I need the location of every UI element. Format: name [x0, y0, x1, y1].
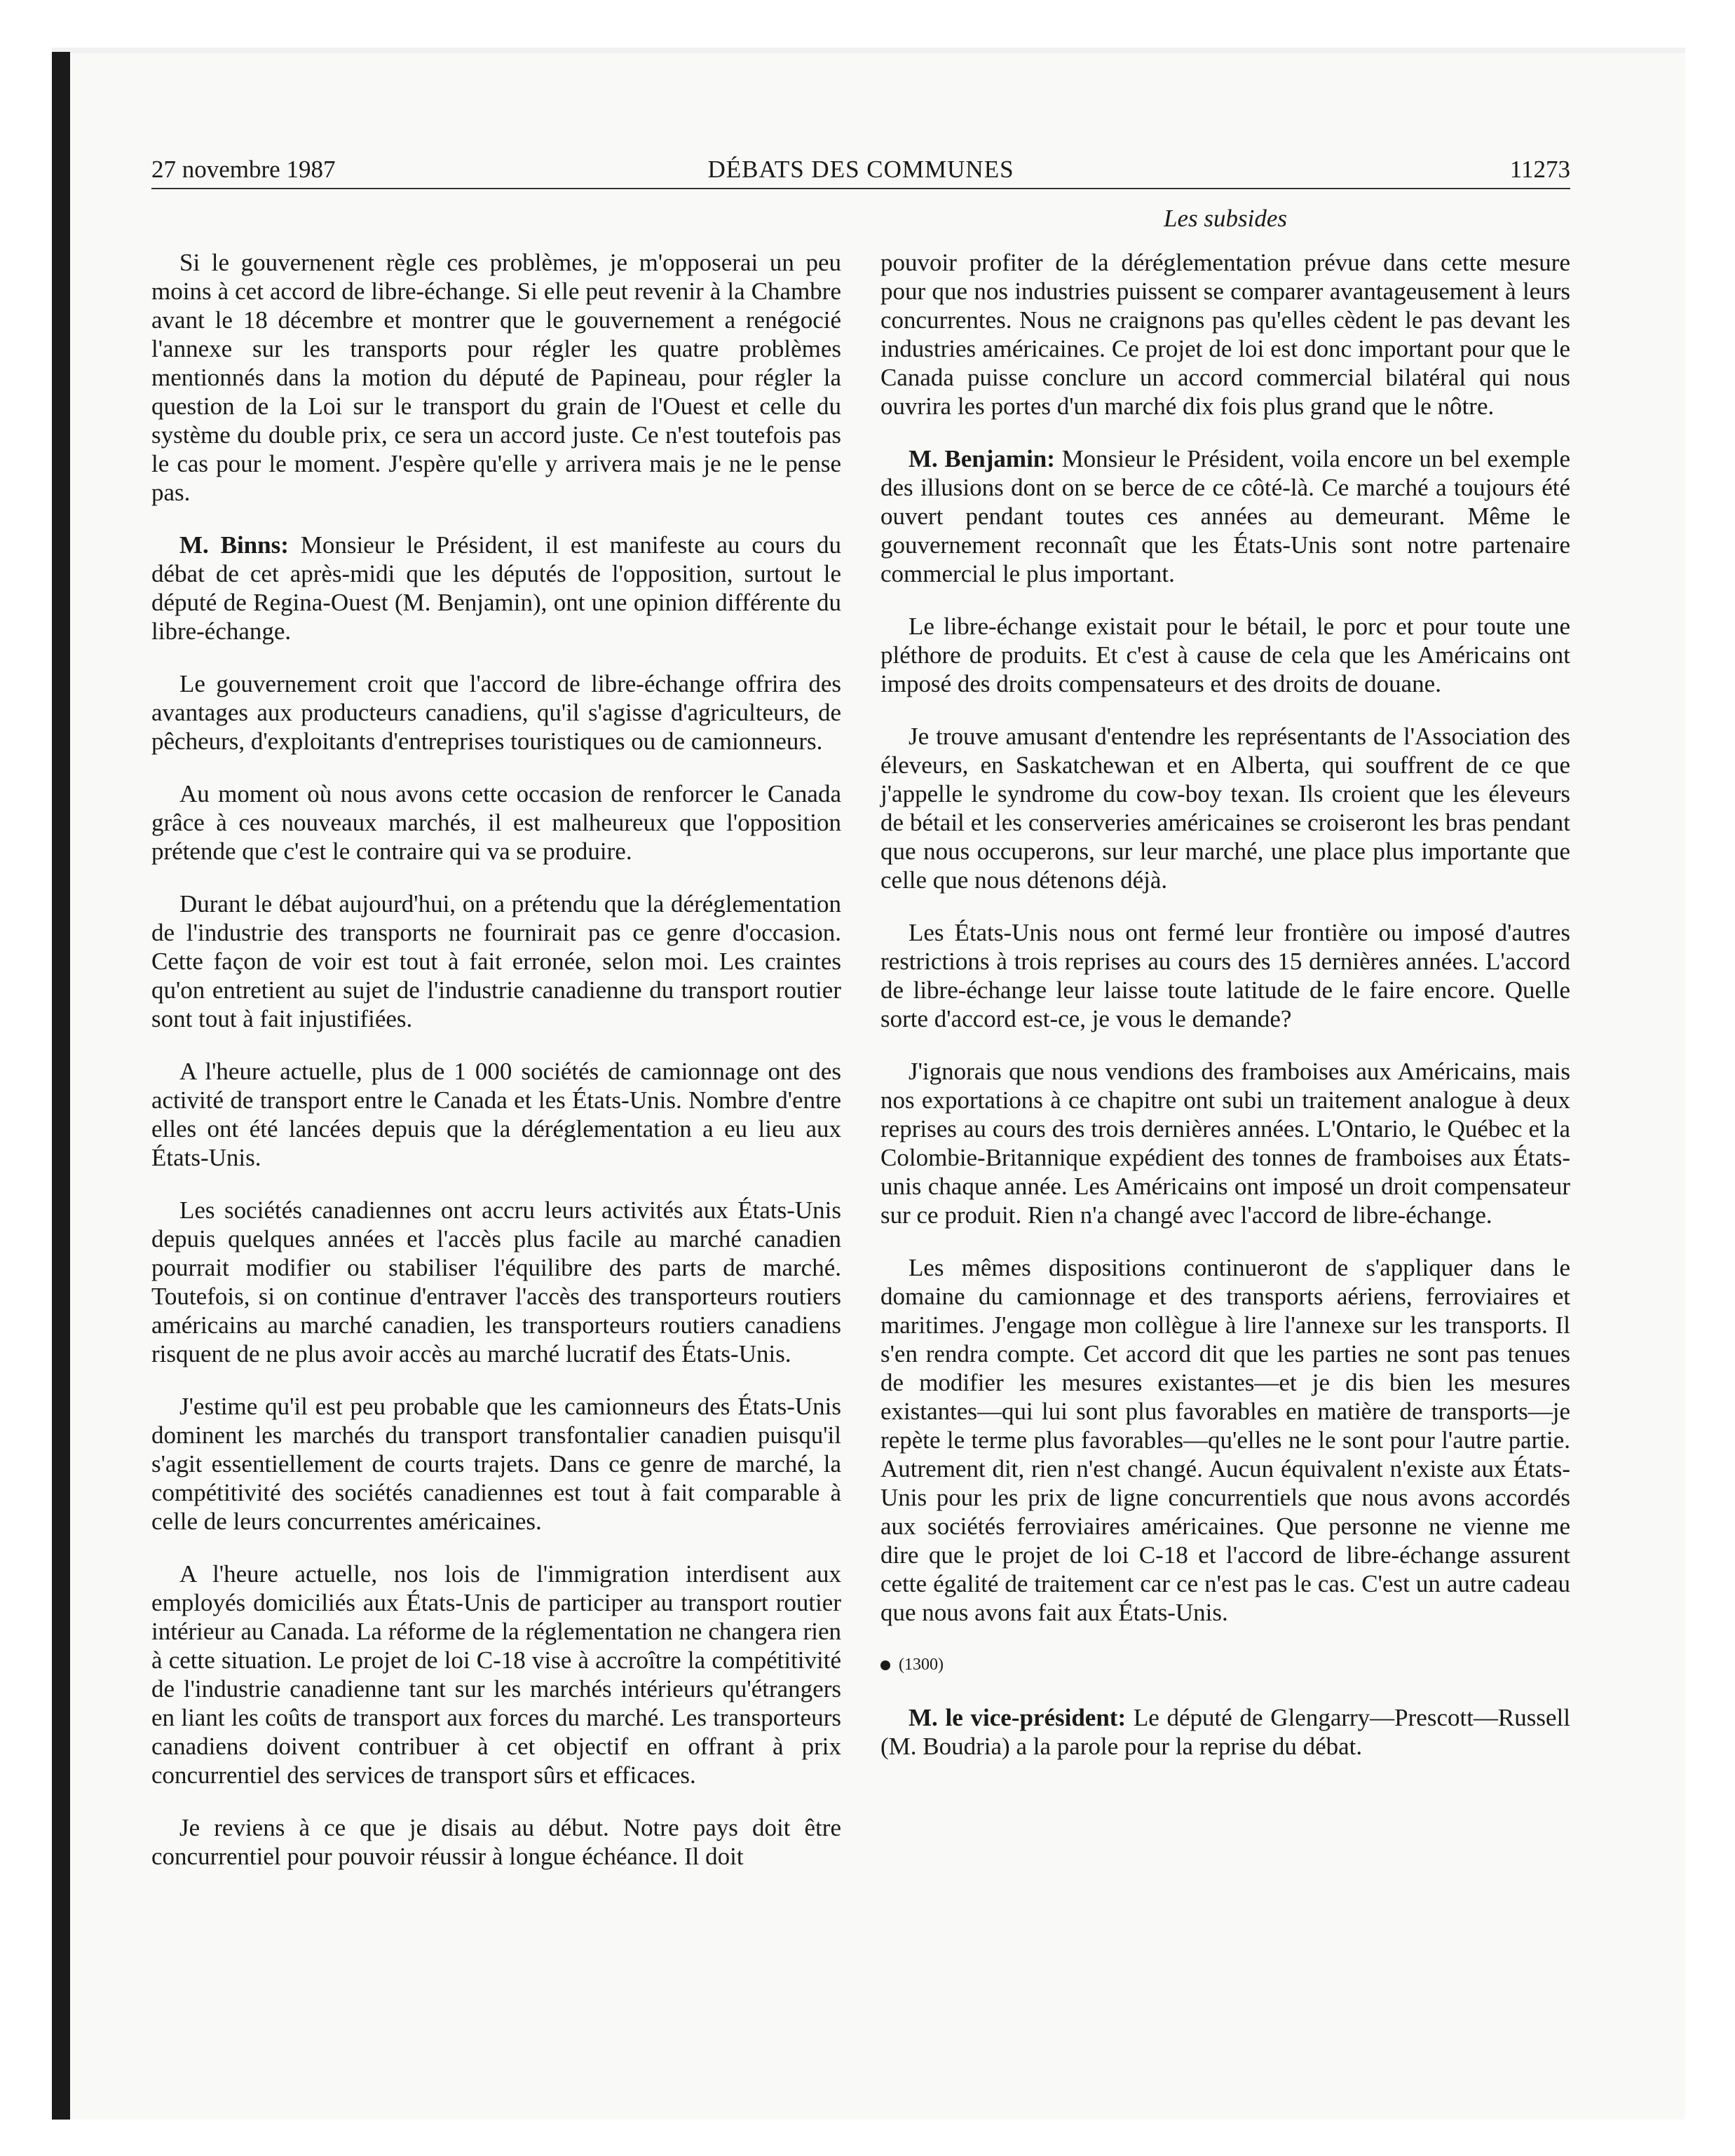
speech-paragraph	[151, 531, 841, 646]
speech-text: Le député de Glengarry—Prescott—Russell (M. Boudria) a la parole pour la reprise du débat.	[880, 1704, 1571, 1760]
paragraph: Le libre-échange existait pour le bétail, le porc et pour toute une pléthore de produits. Et c'est à cause de cela que les Américains ont imposé des droits compensateurs et des droits de douane.	[880, 613, 1570, 697]
paragraph: J'ignorais que nous vendions des framboises aux Américains, mais nos exportations à ce chapitre ont subi un traitement analogue à deux reprises au cours des trois dernières années. L'Ontario, le Québec et la Colombie-Britannique expédient des tonnes de framboises aux États-unis chaque année. Les Américains ont imposé un droit compensateur sur ce produit. Rien n'a changé avec l'accord de libre-échange.	[880, 1058, 1570, 1229]
paragraph: Je reviens à ce que je disais au début. Notre pays doit être concurrentiel pour pouvoir réussir à longue échéance. Il doit	[151, 1814, 841, 1870]
speech-paragraph	[880, 1703, 1570, 1761]
bullet-icon	[880, 1660, 890, 1670]
speaker-name: M. Binns:	[179, 531, 289, 559]
page-header	[151, 156, 1570, 189]
speech-text: Monsieur le Président, il est manifeste au cours du débat de cet après-midi que les députés de l'opposition, surtout le député de Regina-Ouest (M. Benjamin), ont une opinion différente du libre-échange.	[151, 531, 841, 645]
paragraph: A l'heure actuelle, nos lois de l'immigration interdisent aux employés domiciliés aux États-Unis de participer au transport routier intérieur au Canada. La réforme de la réglementation ne changera rien à cette situation. Le projet de loi C-18 vise à accroître la compétitivité de l'industrie canadienne tant sur les marchés intérieurs qu'étrangers en liant les coûts de transport aux forces du marché. Les transporteurs canadiens doivent contribuer à cet objectif en offrant à prix concurrentiel des services de transport sûrs et efficaces.	[151, 1560, 841, 1789]
paragraph: Les sociétés canadiennes ont accru leurs activités aux États-Unis depuis quelques années et l'accès plus facile au marché canadien pourrait modifier ou stabiliser l'équilibre des parts de marché. Toutefois, si on continue d'entraver l'accès des transporteurs routiers américains au marché canadien, les transporteurs routiers canadiens risquent de ne plus avoir accès au marché lucratif des États-Unis.	[151, 1196, 841, 1367]
speech-text: Monsieur le Président, voila encore un bel exemple des illusions dont on se berce de ce côté-là. Ce marché a toujours été ouvert pendant toutes ces années au demeurant. Même le gouvernement reconnaît que les États-Unis sont notre partenaire commercial le plus important.	[880, 445, 1570, 587]
header-page-number: 11273	[1509, 156, 1570, 183]
speaker-name: M. le vice-président:	[909, 1704, 1127, 1731]
section-rubric: Les subsides	[1164, 205, 1287, 232]
speech-paragraph	[880, 444, 1570, 588]
paragraph: Les mêmes dispositions continueront de s'appliquer dans le domaine du camionnage et des transports aériens, ferroviaires et maritimes. J'engage mon collègue à lire l'annexe sur les transports. Il s'en rendra compte. Cet accord dit que les parties ne sont pas tenues de modifier les mesures existantes—et je dis bien les mesures existantes—qui lui sont plus favorables en matière de transports—je repète le terme plus favorables—qu'elles ne le sont pour l'autre partie. Autrement dit, rien n'est changé. Aucun équivalent n'existe aux États-Unis pour les prix de ligne concurrentiels que nous avons accordés aux sociétés ferroviaires américaines. Que personne ne vienne me dire que le projet de loi C-18 et l'accord de libre-échange assurent cette égalité de traitement car ce n'est pas le cas. C'est un autre cadeau que nous avons fait aux États-Unis.	[880, 1254, 1570, 1626]
speaker-name: M. Benjamin:	[909, 445, 1055, 472]
time-marker-text: (1300)	[899, 1656, 944, 1674]
right-column	[880, 248, 1570, 1785]
paragraph: A l'heure actuelle, plus de 1 000 sociétés de camionnage ont des activité de transport entre le Canada et les États-Unis. Nombre d'entre elles ont été lancées depuis que la déréglementation a eu lieu aux États-Unis.	[151, 1058, 841, 1171]
paragraph: Les États-Unis nous ont fermé leur frontière ou imposé d'autres restrictions à trois reprises au cours des 15 dernières années. L'accord de libre-échange leur laisse toute latitude de le faire encore. Quelle sorte d'accord est-ce, je vous le demande?	[880, 919, 1570, 1032]
paragraph: Au moment où nous avons cette occasion de renforcer le Canada grâce à ces nouveaux marchés, il est malheureux que l'opposition prétende que c'est le contraire qui va se produire.	[151, 780, 841, 865]
paragraph: Si le gouvernenent règle ces problèmes, je m'opposerai un peu moins à cet accord de libre-échange. Si elle peut revenir à la Chambre avant le 18 décembre et montrer que le gouvernement a renégocié l'annexe sur les transports pour régler les quatre problèmes mentionnés dans la motion du député de Papineau, pour régler la question de la Loi sur le transport du grain de l'Ouest et celle du système du double prix, ce sera un accord juste. Ce n'est toutefois pas le cas pour le moment. J'espère qu'elle y arrivera mais je ne le pense pas.	[151, 249, 841, 506]
header-title: DÉBATS DES COMMUNES	[707, 156, 1014, 183]
paragraph: Le gouvernement croit que l'accord de libre-échange offrira des avantages aux producteurs canadiens, qu'il s'agisse d'agriculteurs, de pêcheurs, d'exploitants d'entreprises touristiques ou de camionneurs.	[151, 670, 841, 755]
scan-top-edge	[52, 48, 1685, 53]
paragraph: Je trouve amusant d'entendre les représentants de l'Association des éleveurs, en Saskatchewan et en Alberta, qui souffrent de ce que j'appelle le syndrome du cow-boy texan. Ils croient que les éleveurs de bétail et les conserveries américaines se croiseront les bras pendant que nous occuperons, sur leur marché, une place plus importante que celle que nous détenons déjà.	[880, 723, 1570, 894]
time-marker	[880, 1651, 1570, 1679]
paragraph: J'estime qu'il est peu probable que les camionneurs des États-Unis dominent les marchés du transport transfontalier canadien puisqu'il s'agit essentiellement de courts trajets. Dans ce genre de marché, la compétitivité des sociétés canadiennes est tout à fait comparable à celle de leurs concurrentes américaines.	[151, 1393, 841, 1535]
paragraph: pouvoir profiter de la déréglementation prévue dans cette mesure pour que nos industries puissent se comparer avantageusement à leurs concurrentes. Nous ne craignons pas qu'elles cèdent le pas devant les industries américaines. Ce projet de loi est donc important pour que le Canada puisse conclure un accord commercial bilatéral qui nous ouvrira les portes d'un marché dix fois plus grand que le nôtre.	[880, 249, 1570, 420]
scan-binding-edge	[52, 52, 70, 2120]
left-column	[151, 248, 841, 1895]
paragraph: Durant le débat aujourd'hui, on a prétendu que la déréglementation de l'industrie des transports ne fournirait pas ce genre d'occasion. Cette façon de voir est tout à fait erronée, selon moi. Les craintes qu'on entretient au sujet de l'industrie canadienne du transport routier sont tout à fait injustifiées.	[151, 890, 841, 1032]
header-date: 27 novembre 1987	[151, 156, 336, 183]
